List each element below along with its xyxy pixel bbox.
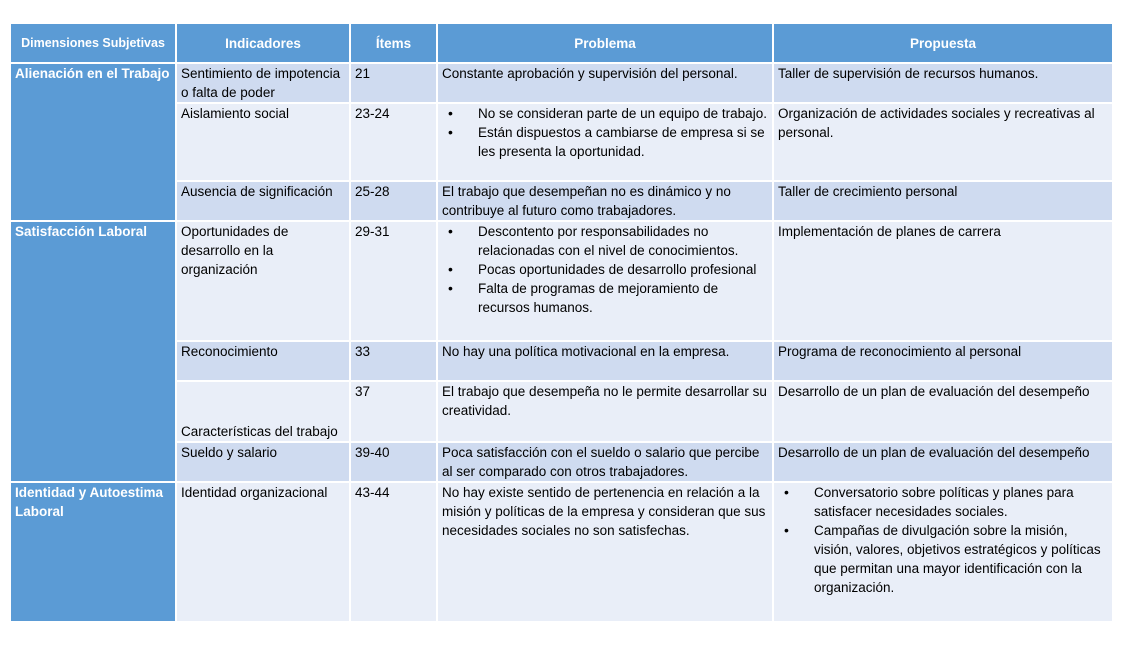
table-row — [11, 341, 1113, 381]
problema-cell: El trabajo que desempeñan no es dinámico y no contribuye al futuro como trabajadores. — [437, 181, 773, 221]
problema-list — [442, 104, 768, 161]
table-row — [11, 63, 1113, 103]
header-row — [11, 24, 1113, 63]
list-item: • No se consideran parte de un equipo de trabajo. — [442, 104, 768, 123]
problema-cell: No hay una política motivacional en la empresa. — [437, 341, 773, 381]
dimensions-table — [11, 24, 1114, 623]
propuesta-cell: Taller de crecimiento personal — [773, 181, 1113, 221]
indicador-cell: Identidad organizacional — [176, 482, 350, 622]
indicador-cell: Aislamiento social — [176, 103, 350, 181]
list-item: • Campañas de divulgación sobre la misión, visión, valores, objetivos estratégicos y políticas que permitan una mayor identificación con la organización. — [778, 521, 1108, 597]
propuesta-cell: Implementación de planes de carrera — [773, 221, 1113, 341]
items-cell: 25-28 — [350, 181, 437, 221]
indicador-cell: Ausencia de significación — [176, 181, 350, 221]
items-cell: 29-31 — [350, 221, 437, 341]
table-row — [11, 442, 1113, 482]
propuesta-list — [778, 483, 1108, 597]
propuesta-cell: Taller de supervisión de recursos humanos. — [773, 63, 1113, 103]
problema-cell: Poca satisfacción con el sueldo o salario que percibe al ser comparado con otros trabajadores. — [437, 442, 773, 482]
header-dimensiones: Dimensiones Subjetivas — [11, 24, 176, 63]
items-cell: 37 — [350, 381, 437, 442]
problema-cell: No hay existe sentido de pertenencia en relación a la misión y políticas de la empresa y consideran que sus necesidades sociales no son satisfechas. — [437, 482, 773, 622]
problema-cell: Constante aprobación y supervisión del personal. — [437, 63, 773, 103]
propuesta-cell: Organización de actividades sociales y recreativas al personal. — [773, 103, 1113, 181]
propuesta-cell: Desarrollo de un plan de evaluación del desempeño — [773, 381, 1113, 442]
items-cell: 33 — [350, 341, 437, 381]
list-item: • Pocas oportunidades de desarrollo profesional — [442, 260, 768, 279]
dimension-satisfaccion: Satisfacción Laboral — [11, 221, 176, 482]
indicador-cell: Sueldo y salario — [176, 442, 350, 482]
items-cell: 39-40 — [350, 442, 437, 482]
header-items: Ítems — [350, 24, 437, 63]
header-indicadores: Indicadores — [176, 24, 350, 63]
list-item: • Conversatorio sobre políticas y planes para satisfacer necesidades sociales. — [778, 483, 1108, 521]
table-row — [11, 221, 1113, 341]
header-propuesta: Propuesta — [773, 24, 1113, 63]
dimension-identidad: Identidad y Autoestima Laboral — [11, 482, 176, 622]
problema-cell — [437, 103, 773, 181]
items-cell: 43-44 — [350, 482, 437, 622]
indicador-cell: Reconocimiento — [176, 341, 350, 381]
propuesta-cell — [773, 482, 1113, 622]
items-cell: 21 — [350, 63, 437, 103]
table-row — [11, 482, 1113, 622]
header-problema: Problema — [437, 24, 773, 63]
problema-list — [442, 222, 768, 317]
propuesta-cell: Programa de reconocimiento al personal — [773, 341, 1113, 381]
list-item: • Descontento por responsabilidades no relacionadas con el nivel de conocimientos. — [442, 222, 768, 260]
table-row — [11, 381, 1113, 442]
problema-cell — [437, 221, 773, 341]
list-item: • Están dispuestos a cambiarse de empresa si se les presenta la oportunidad. — [442, 123, 768, 161]
dimension-alienacion: Alienación en el Trabajo — [11, 63, 176, 221]
indicador-cell: Características del trabajo — [176, 381, 350, 442]
problema-cell: El trabajo que desempeña no le permite desarrollar su creatividad. — [437, 381, 773, 442]
list-item: • Falta de programas de mejoramiento de recursos humanos. — [442, 279, 768, 317]
propuesta-cell: Desarrollo de un plan de evaluación del desempeño — [773, 442, 1113, 482]
indicador-cell: Oportunidades de desarrollo en la organización — [176, 221, 350, 341]
table-row — [11, 181, 1113, 221]
items-cell: 23-24 — [350, 103, 437, 181]
indicador-cell: Sentimiento de impotencia o falta de poder — [176, 63, 350, 103]
table-row — [11, 103, 1113, 181]
